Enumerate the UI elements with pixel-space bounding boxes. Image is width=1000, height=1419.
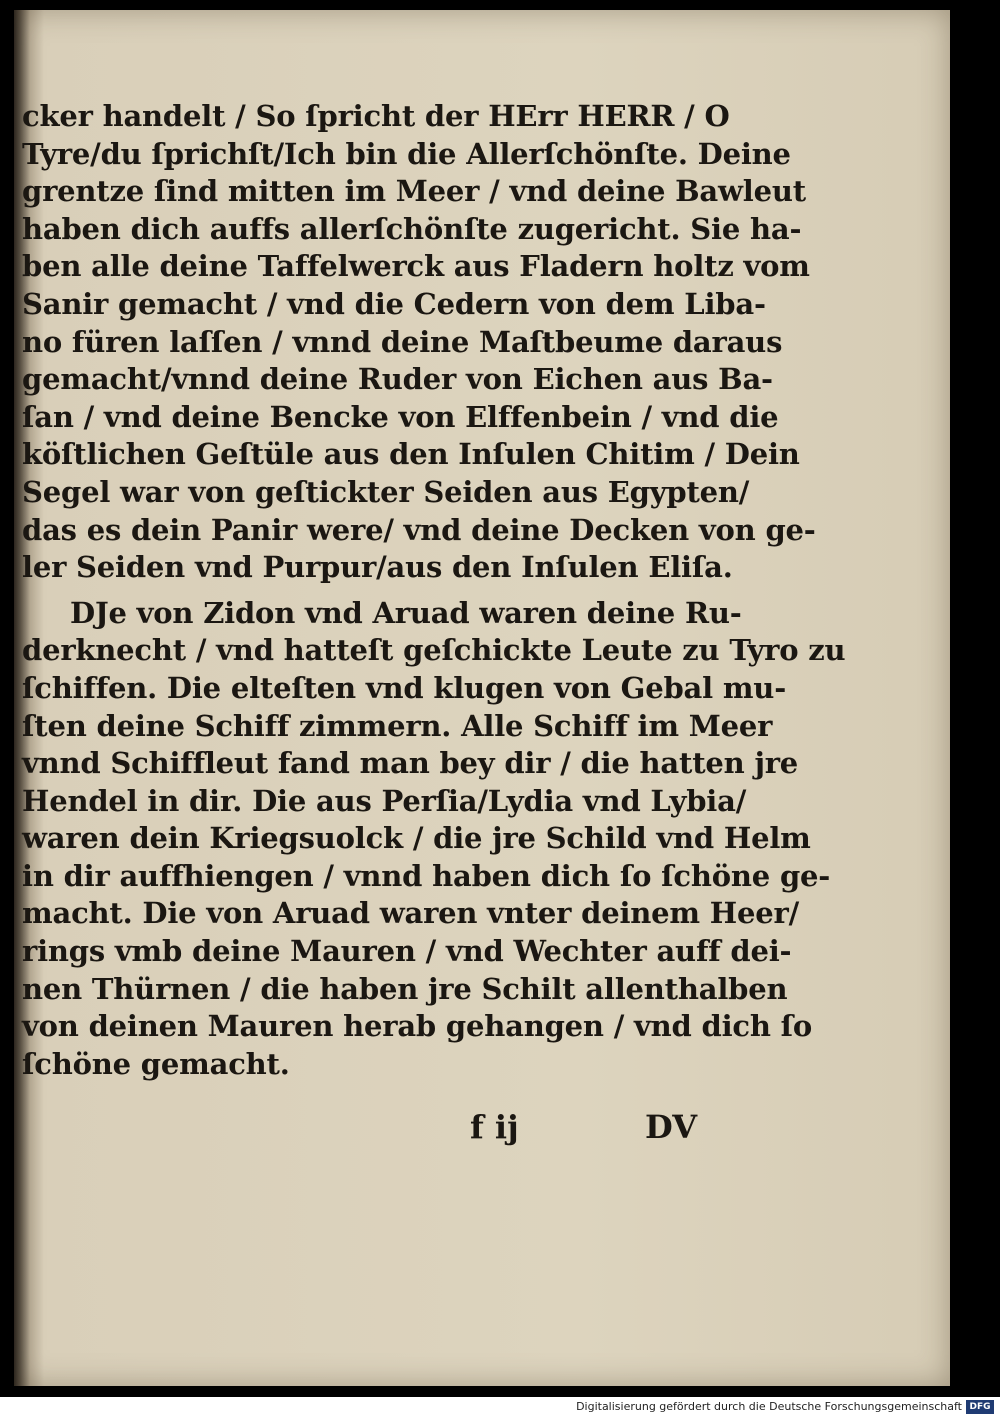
text-line: ſchiffen. Die elteſten vnd klugen von Gebal mu- — [22, 670, 787, 705]
page-edge — [950, 10, 1000, 1386]
signature-mark: f ij — [470, 1108, 519, 1146]
body-text — [22, 98, 846, 1083]
page-footer-marks — [470, 1108, 720, 1158]
footer-bar — [0, 1397, 1000, 1419]
text-line: Sanir gemacht / vnd die Cedern von dem Liba- — [22, 286, 766, 321]
text-line: vnnd Schiffleut fand man bey dir / die hatten jre — [22, 746, 799, 781]
text-line: derknecht / vnd hatteſt geſchickte Leute zu Tyro zu — [22, 633, 846, 668]
text-line: nen Thürnen / die haben jre Schilt allenthalben — [22, 971, 788, 1006]
text-line: haben dich auffs allerſchönſte zugericht. Sie ha- — [22, 211, 802, 246]
catchword: DV — [645, 1108, 698, 1146]
paragraph-gap — [22, 587, 722, 595]
dfg-logo-icon: DFG — [966, 1400, 994, 1414]
text-line: ler Seiden vnd Purpur/aus den Inſulen Eliſa. — [22, 550, 733, 585]
text-line: macht. Die von Aruad waren vnter deinem Heer/ — [22, 896, 799, 931]
text-line: ben alle deine Taffelwerck aus Fladern holtz vom — [22, 249, 810, 284]
text-line: köſtlichen Geſtüle aus den Inſulen Chitim / Dein — [22, 437, 800, 472]
text-line: in dir auffhiengen / vnnd haben dich ſo ſchöne ge- — [22, 858, 831, 893]
text-line: ſten deine Schiff zimmern. Alle Schiff im Meer — [22, 708, 773, 743]
text-line: DJe von Zidon vnd Aruad waren deine Ru- — [70, 595, 742, 630]
text-line: no füren laſſen / vnnd deine Maſtbeume daraus — [22, 324, 783, 359]
text-line: Hendel in dir. Die aus Perſia/Lydia vnd Lybia/ — [22, 783, 747, 818]
text-line: grentze ſind mitten im Meer / vnd deine Bawleut — [22, 174, 806, 209]
text-line: gemacht/vnnd deine Ruder von Eichen aus Ba- — [22, 362, 773, 397]
text-line: rings vmb deine Mauren / vnd Wechter auff dei- — [22, 934, 792, 969]
text-line: ſchöne gemacht. — [22, 1046, 290, 1081]
footer-credit: Digitalisierung gefördert durch die Deutsche Forschungsgemeinschaft — [576, 1400, 962, 1413]
text-line: Segel war von geſtickter Seiden aus Egypten/ — [22, 474, 750, 509]
text-line: Tyre/du ſprichſt/Ich bin die Allerſchönſte. Deine — [22, 136, 791, 171]
text-line: waren dein Kriegsuolck / die jre Schild vnd Helm — [22, 821, 811, 856]
text-line: von deinen Mauren herab gehangen / vnd dich ſo — [22, 1009, 813, 1044]
text-line: cker handelt / So ſpricht der HErr HERR / O — [22, 99, 730, 133]
text-line: das es dein Panir were/ vnd deine Decken von ge- — [22, 512, 816, 547]
text-line: ſan / vnd deine Bencke von Elffenbein / vnd die — [22, 399, 779, 434]
